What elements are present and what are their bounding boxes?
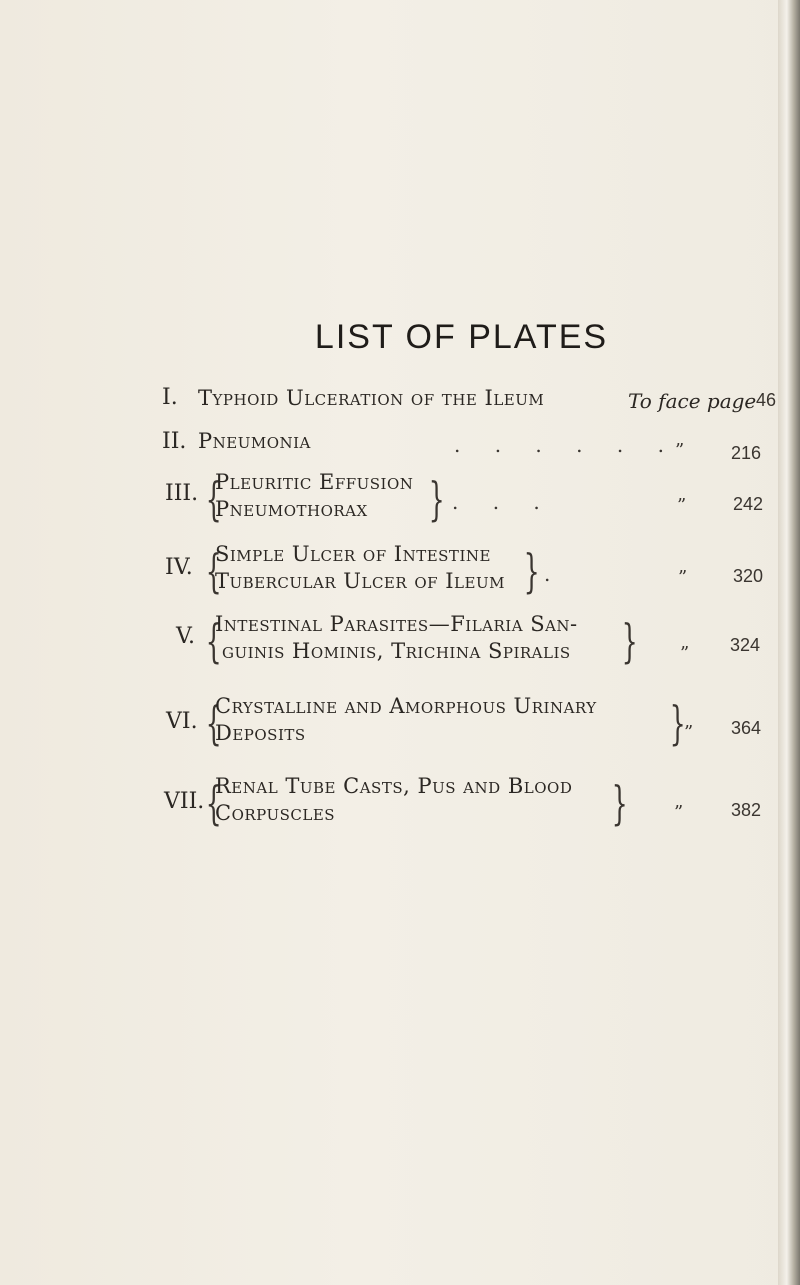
plate-1-numeral: I.	[162, 385, 178, 410]
leader-dots: .	[544, 562, 565, 586]
right-brace: }	[611, 776, 628, 830]
right-brace: }	[621, 614, 638, 668]
plate-1-title: Typhoid Ulceration of the Ileum	[198, 386, 545, 410]
plate-3-numeral: III.	[165, 481, 199, 506]
left-brace: {	[205, 776, 222, 830]
plate-6-page: 364	[731, 718, 762, 738]
plate-1-page: 46	[756, 390, 777, 410]
plate-4-title-line-2: Tubercular Ulcer of Ileum	[215, 569, 505, 593]
to-face-page-label: To face page	[628, 389, 757, 413]
plate-2-title: Pneumonia	[198, 429, 311, 453]
plate-5-title-line-2: guinis Hominis, Trichina Spiralis	[222, 639, 571, 663]
left-brace: {	[205, 696, 222, 750]
plate-7-page: 382	[731, 800, 762, 820]
plate-7-numeral: VII.	[164, 789, 205, 814]
plate-7-ditto: ”	[674, 802, 684, 823]
left-brace: {	[205, 472, 222, 526]
plate-7-title-line-2: Corpuscles	[215, 801, 336, 825]
page-title: LIST OF PLATES	[314, 318, 609, 356]
plate-2-ditto: ”	[675, 440, 685, 461]
plate-7-title-line-1: Renal Tube Casts, Pus and Blood	[215, 774, 573, 798]
left-brace: {	[205, 544, 222, 598]
right-brace: }	[523, 544, 540, 598]
plate-2-page: 216	[731, 443, 762, 463]
left-brace: {	[205, 614, 222, 668]
plate-5-title-line-1: Intestinal Parasites—Filaria San-	[215, 612, 578, 636]
plate-4-numeral: IV.	[165, 555, 193, 580]
plate-4-title-line-1: Simple Ulcer of Intestine	[215, 542, 491, 566]
plate-6-numeral: VI.	[166, 709, 198, 734]
leader-dots: . . . . . .	[454, 433, 678, 457]
plate-6-title-line-1: Crystalline and Amorphous Urinary	[215, 694, 597, 718]
plate-4-ditto: ”	[678, 567, 688, 588]
plate-3-title-line-2: Pneumothorax	[215, 497, 368, 521]
plate-2-numeral: II.	[162, 429, 187, 454]
plate-6-ditto: ”	[684, 722, 694, 743]
plate-3-ditto: ”	[677, 495, 687, 516]
leader-dots: . . .	[452, 490, 554, 514]
plate-5-page: 324	[730, 635, 761, 655]
plate-6-title-line-2: Deposits	[215, 721, 306, 745]
plate-5-ditto: ”	[680, 643, 690, 664]
plate-4-page: 320	[733, 566, 764, 586]
page-edge	[778, 0, 800, 1285]
right-brace: }	[669, 696, 686, 750]
right-brace: }	[428, 472, 445, 526]
plate-5-numeral: V.	[176, 624, 196, 649]
plate-3-title-line-1: Pleuritic Effusion	[215, 470, 414, 494]
plate-3-page: 242	[733, 494, 764, 514]
